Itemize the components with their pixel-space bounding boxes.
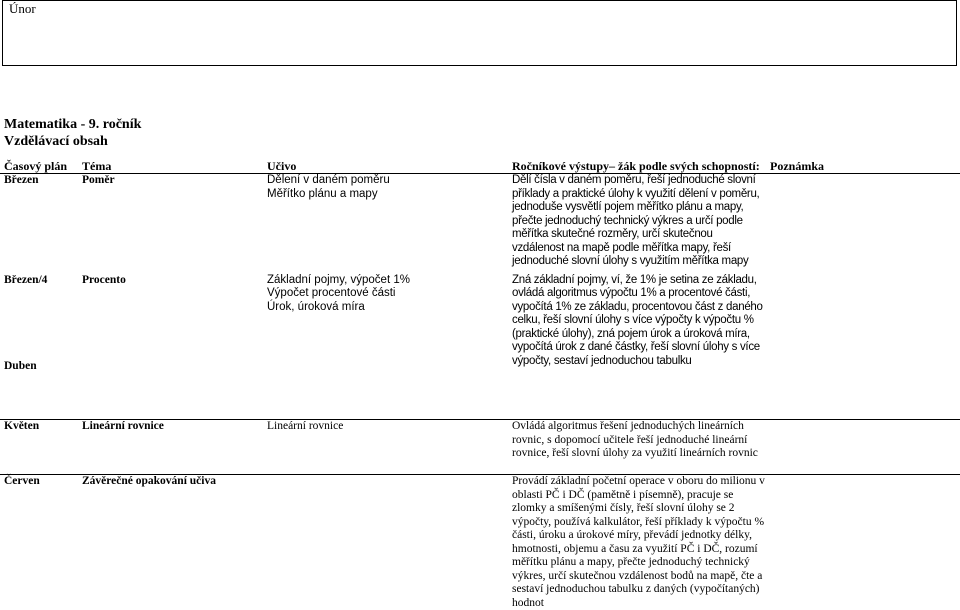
row-topic: Závěrečné opakování učiva xyxy=(78,475,263,610)
row-note xyxy=(766,475,960,610)
row-topic: Poměr xyxy=(78,174,263,274)
table-header-row xyxy=(0,160,960,174)
row-content: Dělení v daném poměru Měřítko plánu a mapy xyxy=(263,174,508,274)
row-time: Červen xyxy=(0,475,78,610)
section-title: Vzdělávací obsah xyxy=(4,133,141,150)
header-note: Poznámka xyxy=(766,160,960,174)
row-time-end: Duben xyxy=(4,360,37,374)
subject-title: Matematika - 9. ročník xyxy=(4,116,141,133)
row-outcomes: Ovládá algoritmus řešení jednoduchých lineárních rovnic, s dopomocí učitele řeší jednoduché lineární rovnice, řeší slovní úlohy za využití lineárních rovnic xyxy=(508,420,766,475)
row-time: Březen/4 Duben xyxy=(0,274,78,420)
row-note xyxy=(766,174,960,274)
row-outcomes: Provádí základní početní operace v oboru do milionu v oblasti PČ i DČ (pamětně i písemně), pracuje se zlomky a smíšenými čísly, řeší slovní úlohy se 2 výpočty, používá kalkulátor, řeší příklady k výpočtu % části, úroku a úrokové míry, převádí jednotky délky, hmotnosti, objemu a času za využití PČ i DČ, rozumí měřítku plánu a mapy, přečte jednoduchý technický výkres, určí skutečnou vzdálenost bodů na mapě, čte a sestaví jednoduchou tabulku z daných (vypočítaných) hodnot xyxy=(508,475,766,610)
row-time: Březen xyxy=(0,174,78,274)
header-time: Časový plán xyxy=(0,160,78,174)
header-topic: Téma xyxy=(78,160,263,174)
row-topic: Lineární rovnice xyxy=(78,420,263,475)
table-row xyxy=(0,174,960,274)
row-outcomes: Zná základní pojmy, ví, že 1% je setina ze základu, ovládá algoritmus výpočtu 1% a procentové části, vypočítá 1% ze základu, procentovou část z daného celku, řeší slovní úlohy s více výpočty k výpočtu % (praktické úlohy), zná pojem úrok a úroková míra, vypočítá úrok z dané částky, řeší slovní úlohy s více výpočty, sestaví jednoduchou tabulku xyxy=(508,274,766,420)
row-time: Květen xyxy=(0,420,78,475)
header-content: Učivo xyxy=(263,160,508,174)
page-heading xyxy=(4,116,141,150)
table-row xyxy=(0,420,960,475)
row-outcomes: Dělí čísla v daném poměru, řeší jednoduché slovní příklady a praktické úlohy k využití dělení v poměru, jednoduše vysvětlí pojem měřítko plánu a mapy, přečte jednoduchý technický výkres a určí podle měřítka skutečné rozměry, určí skutečnou vzdálenost na mapě podle měřítka mapy, řeší jednoduché slovní úlohy s využitím měřítka mapy xyxy=(508,174,766,274)
row-content: Základní pojmy, výpočet 1% Výpočet procentové části Úrok, úroková míra xyxy=(263,274,508,420)
month-box xyxy=(2,0,957,66)
month-label: Únor xyxy=(9,1,36,17)
row-content: Lineární rovnice xyxy=(263,420,508,475)
table-row xyxy=(0,274,960,420)
table-row xyxy=(0,475,960,610)
curriculum-table xyxy=(0,160,960,610)
row-topic: Procento xyxy=(78,274,263,420)
header-outcomes: Ročníkové výstupy– žák podle svých schopností: xyxy=(508,160,766,174)
row-note xyxy=(766,274,960,420)
row-note xyxy=(766,420,960,475)
row-content xyxy=(263,475,508,610)
